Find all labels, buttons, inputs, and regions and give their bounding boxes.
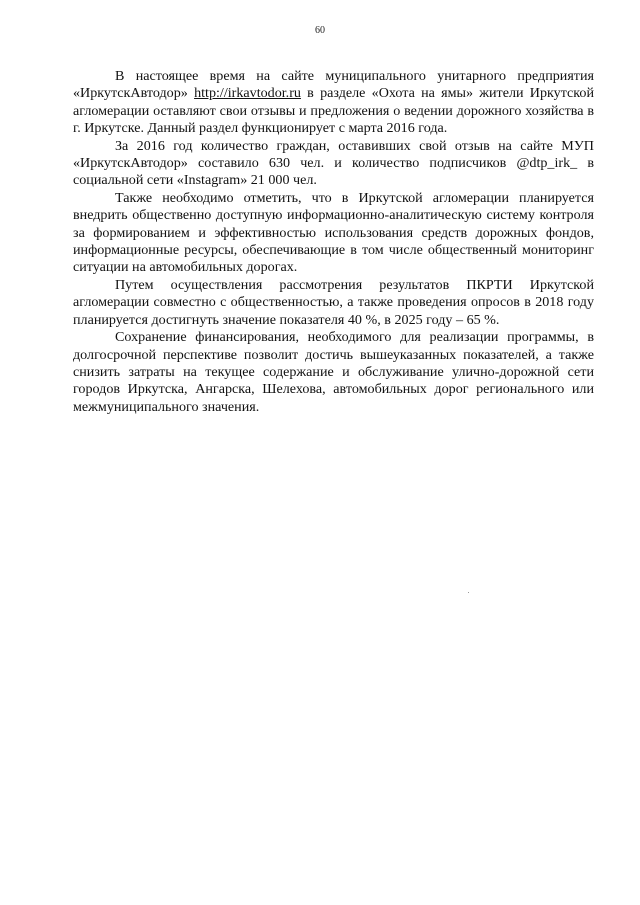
document-body	[73, 68, 594, 416]
paragraph-financing: Сохранение финансирования, необходимого для реализации программы, в долгосрочной перспективе позволит достичь вышеуказанных показателей, а также снизить затраты на текущее содержание и обслуживание улично-дорожной сети городов Иркутска, Ангарска, Шелехова, автомобильных дорог регионального или межмуниципального значения.	[73, 329, 594, 415]
page-number: 60	[315, 25, 325, 36]
scan-speck	[468, 592, 469, 593]
paragraph-monitoring-system: Также необходимо отметить, что в Иркутской агломерации планируется внедрить общественно доступную информационно-аналитическую систему контроля за формированием и эффективностью использования средств дорожных фондов, информационные ресурсы, обеспечивающие в том числе общественный мониторинг ситуации на автомобильных дорогах.	[73, 189, 594, 276]
irkavtodor-link[interactable]: http://irkavtodor.ru	[194, 85, 301, 102]
paragraph-feedback-count: За 2016 год количество граждан, оставивших свой отзыв на сайте МУП «ИркутскАвтодор» составило 630 чел. и количество подписчиков @dtp_irk_ в социальной сети «Instagram» 21 000 чел.	[73, 137, 594, 189]
paragraph-website-feedback	[73, 68, 594, 138]
paragraph-text: В настоящее время на сайте муниципального унитарного предприятия «ИркутскАвтодор»	[73, 68, 594, 102]
paragraph-survey-targets: Путем осуществления рассмотрения результатов ПКРТИ Иркутской агломерации совместно с общественностью, а также проведения опросов в 2018 году планируется достигнуть значение показателя 40 %, в 2025 году – 65 %.	[73, 276, 594, 328]
paragraph-text: в разделе «Охота на ямы» жители Иркутской агломерации оставляют свои отзывы и предложения о ведении дорожного хозяйства в г. Иркутске. Данный раздел функционирует с марта 2016 года.	[73, 85, 594, 137]
